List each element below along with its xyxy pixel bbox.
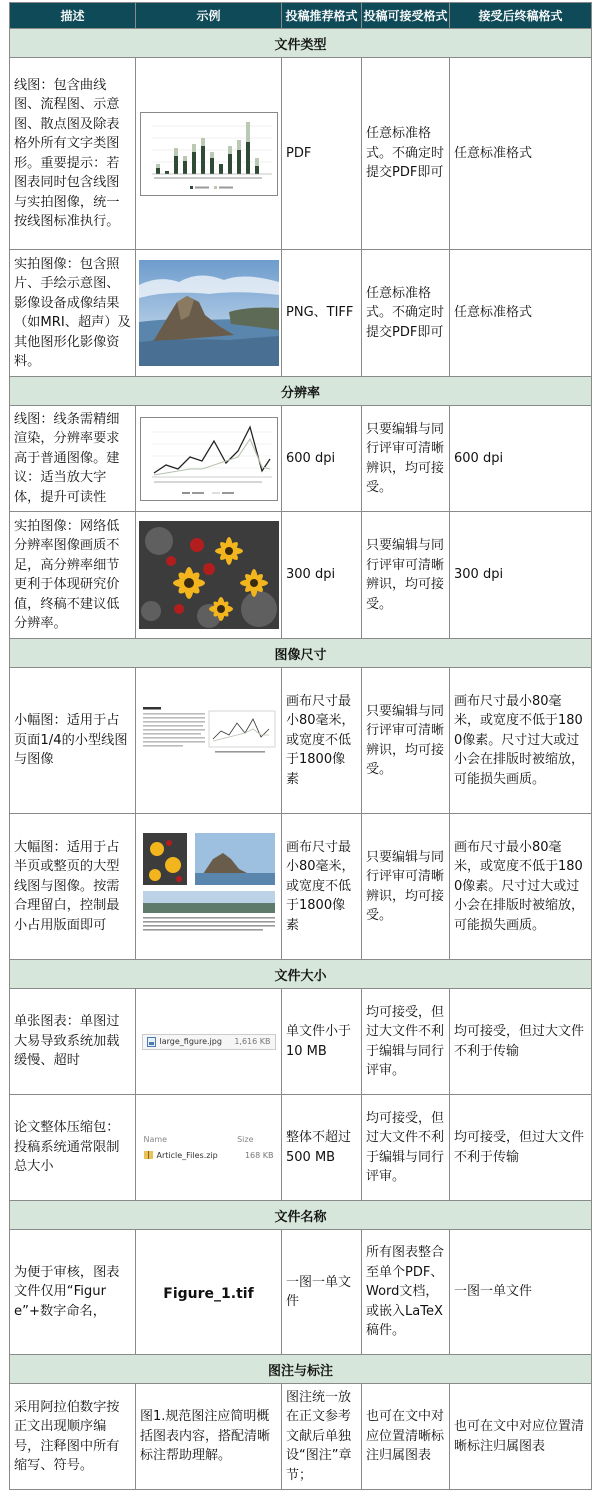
final-file-size: 均可接受，但过大文件不利于传输 bbox=[450, 1095, 592, 1201]
recommended-resolution: 600 dpi bbox=[282, 406, 362, 512]
example-small-figure-page bbox=[136, 668, 282, 814]
file-name: large_figure.jpg bbox=[159, 1037, 222, 1046]
col-header-description: 描述 bbox=[10, 3, 136, 29]
row-description: 小幅图：适用于占页面1/4的小型线图与图像 bbox=[10, 668, 136, 814]
final-caption: 也可在文中对应位置清晰标注归属图表 bbox=[450, 1384, 592, 1490]
acceptable-naming: 所有图表整合至单个PDF、Word文档，或嵌入LaTeX稿件。 bbox=[362, 1230, 450, 1355]
row-description: 线图：包含曲线图、流程图、示意图、散点图及除表格外所有文字类图形。重要提示：若图表同时包含线图与实拍图像，统一按线图标准执行。 bbox=[10, 58, 136, 250]
row-description: 实拍图像：包含照片、手绘示意图、影像设备成像结果（如MRI、超声）及其他图形化影像资料。 bbox=[10, 250, 136, 377]
table-row bbox=[10, 668, 592, 814]
row-description: 为便于审核，图表文件仅用“Figure”+数字命名， bbox=[10, 1230, 136, 1355]
col-header-recommended: 投稿推荐格式 bbox=[282, 3, 362, 29]
file-name-example: Figure_1.tif bbox=[163, 1285, 254, 1302]
recommended-file-size: 整体不超过500 MB bbox=[282, 1095, 362, 1201]
section-image-size: 图像尺寸 bbox=[10, 639, 592, 668]
recommended-file-size: 单文件小于10 MB bbox=[282, 989, 362, 1095]
example-bar-chart bbox=[136, 58, 282, 250]
example-photo bbox=[136, 250, 282, 377]
example-line-chart bbox=[136, 406, 282, 512]
acceptable-file-size: 均可接受，但过大文件不利于编辑与同行评审。 bbox=[362, 989, 450, 1095]
file-explorer-list bbox=[140, 1135, 278, 1160]
section-file-type: 文件类型 bbox=[10, 29, 592, 58]
table-row bbox=[10, 1230, 592, 1355]
recommended-size: 画布尺寸最小80毫米，或宽度不低于1800像素 bbox=[282, 668, 362, 814]
recommended-naming: 一图一单文件 bbox=[282, 1230, 362, 1355]
example-zip-file bbox=[136, 1095, 282, 1201]
table-row bbox=[10, 1384, 592, 1490]
example-large-figure-page bbox=[136, 814, 282, 960]
final-size: 画布尺寸最小80毫米，或宽度不低于1800像素。尺寸过大或过小会在排版时被缩放，可能损失画质。 bbox=[450, 668, 592, 814]
recommended-caption: 图注统一放在正文参考文献后单独设“图注”章节； bbox=[282, 1384, 362, 1490]
example-file-name bbox=[136, 1230, 282, 1355]
recommended-format: PDF bbox=[282, 58, 362, 250]
file-size: 168 KB bbox=[244, 1150, 274, 1160]
bar-chart-thumbnail bbox=[140, 112, 278, 196]
example-flower-photo bbox=[136, 512, 282, 639]
acceptable-resolution: 只要编辑与同行评审可清晰辨识，均可接受。 bbox=[362, 512, 450, 639]
section-file-name: 文件名称 bbox=[10, 1201, 592, 1230]
final-size: 画布尺寸最小80毫米，或宽度不低于1800像素。尺寸过大或过小会在排版时被缩放，可能损失画质。 bbox=[450, 814, 592, 960]
acceptable-format: 任意标准格式。不确定时提交PDF即可 bbox=[362, 250, 450, 377]
example-single-file bbox=[136, 989, 282, 1095]
row-description: 线图：线条需精细渲染，分辨率要求高于普通图像。建议：适当放大字体，提升可读性 bbox=[10, 406, 136, 512]
acceptable-file-size: 均可接受，但过大文件不利于编辑与同行评审。 bbox=[362, 1095, 450, 1201]
table-row bbox=[10, 1095, 592, 1201]
landscape-photo-thumbnail bbox=[139, 260, 279, 366]
acceptable-format: 任意标准格式。不确定时提交PDF即可 bbox=[362, 58, 450, 250]
row-description: 单张图表：单图过大易导致系统加载缓慢、超时 bbox=[10, 989, 136, 1095]
col-header-example: 示例 bbox=[136, 3, 282, 29]
zip-folder-icon bbox=[144, 1150, 153, 1160]
table-row bbox=[10, 512, 592, 639]
caption-example: 图1.规范图注应简明概括图表内容，搭配清晰标注帮助理解。 bbox=[136, 1384, 282, 1490]
file-list-entry bbox=[142, 1034, 276, 1050]
section-file-size: 文件大小 bbox=[10, 960, 592, 989]
section-caption: 图注与标注 bbox=[10, 1355, 592, 1384]
acceptable-caption: 也可在文中对应位置清晰标注归属图表 bbox=[362, 1384, 450, 1490]
final-resolution: 600 dpi bbox=[450, 406, 592, 512]
row-description: 实拍图像：网络低分辨率图像画质不足，高分辨率细节更利于体现研究价值，终稿不建议低分辨率。 bbox=[10, 512, 136, 639]
file-name: Article_Files.zip bbox=[156, 1150, 218, 1160]
row-description: 采用阿拉伯数字按正文出现顺序编号，注释图中所有缩写、符号。 bbox=[10, 1384, 136, 1490]
table-row bbox=[10, 58, 592, 250]
guideline-table bbox=[9, 2, 592, 1490]
row-description: 大幅图：适用于占半页或整页的大型线图与图像。按需合理留白，控制最小占用版面即可 bbox=[10, 814, 136, 960]
flower-photo-thumbnail bbox=[139, 521, 279, 629]
image-file-icon bbox=[147, 1037, 156, 1047]
recommended-resolution: 300 dpi bbox=[282, 512, 362, 639]
section-resolution: 分辨率 bbox=[10, 377, 592, 406]
table-row bbox=[10, 250, 592, 377]
table-row bbox=[10, 814, 592, 960]
row-description: 论文整体压缩包：投稿系统通常限制总大小 bbox=[10, 1095, 136, 1201]
recommended-size: 画布尺寸最小80毫米，或宽度不低于1800像素 bbox=[282, 814, 362, 960]
final-format: 任意标准格式 bbox=[450, 58, 592, 250]
col-header-acceptable: 投稿可接受格式 bbox=[362, 3, 450, 29]
table-row bbox=[10, 406, 592, 512]
final-resolution: 300 dpi bbox=[450, 512, 592, 639]
final-naming: 一图一单文件 bbox=[450, 1230, 592, 1355]
large-figure-page-thumbnail bbox=[139, 829, 279, 945]
acceptable-resolution: 只要编辑与同行评审可清晰辨识，均可接受。 bbox=[362, 406, 450, 512]
acceptable-size: 只要编辑与同行评审可清晰辨识，均可接受。 bbox=[362, 814, 450, 960]
column-size-header: Size bbox=[237, 1135, 254, 1144]
column-name-header: Name bbox=[143, 1135, 168, 1144]
file-list-entry bbox=[140, 1150, 278, 1160]
header-row bbox=[10, 3, 592, 29]
file-size: 1,616 KB bbox=[234, 1037, 271, 1046]
recommended-format: PNG、TIFF bbox=[282, 250, 362, 377]
line-chart-thumbnail bbox=[140, 417, 278, 501]
table-row bbox=[10, 989, 592, 1095]
col-header-final: 接受后终稿格式 bbox=[450, 3, 592, 29]
acceptable-size: 只要编辑与同行评审可清晰辨识，均可接受。 bbox=[362, 668, 450, 814]
small-figure-page-thumbnail bbox=[139, 699, 279, 783]
final-file-size: 均可接受，但过大文件不利于传输 bbox=[450, 989, 592, 1095]
final-format: 任意标准格式 bbox=[450, 250, 592, 377]
